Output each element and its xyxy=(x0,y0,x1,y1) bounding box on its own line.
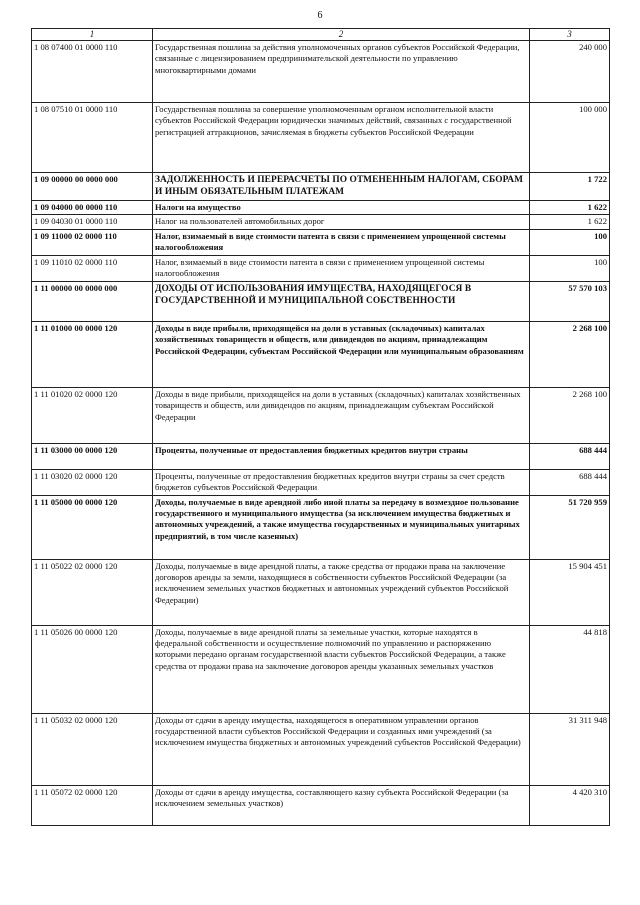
row-name: Налог, взимаемый в виде стоимости патента в связи с применением упрощенной системы налогообложения xyxy=(153,229,530,255)
row-name: Проценты, полученные от предоставления бюджетных кредитов внутри страны за счет средств бюджетов субъектов Российской Федерации xyxy=(153,469,530,495)
column-number: 1 xyxy=(32,29,153,41)
row-code: 1 09 11010 02 0000 110 xyxy=(32,255,153,281)
row-name: ДОХОДЫ ОТ ИСПОЛЬЗОВАНИЯ ИМУЩЕСТВА, НАХОДЯЩЕГОСЯ В ГОСУДАРСТВЕННОЙ И МУНИЦИПАЛЬНОЙ СОБСТВЕННОСТИ xyxy=(153,281,530,321)
row-code: 1 11 01020 02 0000 120 xyxy=(32,387,153,443)
table-row xyxy=(32,201,610,215)
row-amount: 2 268 100 xyxy=(530,387,610,443)
row-name: Налог на пользователей автомобильных дорог xyxy=(153,215,530,229)
row-amount: 57 570 103 xyxy=(530,281,610,321)
table-row xyxy=(32,255,610,281)
row-code: 1 11 05026 00 0000 120 xyxy=(32,625,153,713)
row-amount: 51 720 959 xyxy=(530,495,610,559)
row-amount: 15 904 451 xyxy=(530,559,610,625)
row-name: Государственная пошлина за действия уполномоченных органов субъектов Российской Федерации, связанные с лицензированием предпринимательской деятельности по управлению многоквартирными домами xyxy=(153,41,530,103)
row-code: 1 09 11000 02 0000 110 xyxy=(32,229,153,255)
table-row xyxy=(32,559,610,625)
row-amount: 100 xyxy=(530,229,610,255)
column-number: 3 xyxy=(530,29,610,41)
row-code: 1 11 05072 02 0000 120 xyxy=(32,785,153,825)
row-code: 1 11 00000 00 0000 000 xyxy=(32,281,153,321)
row-amount: 4 420 310 xyxy=(530,785,610,825)
table-row xyxy=(32,321,610,387)
row-code: 1 08 07510 01 0000 110 xyxy=(32,103,153,173)
row-amount: 100 xyxy=(530,255,610,281)
row-code: 1 11 03020 02 0000 120 xyxy=(32,469,153,495)
row-amount: 44 818 xyxy=(530,625,610,713)
column-number: 2 xyxy=(153,29,530,41)
row-name: Доходы, получаемые в виде арендной платы, а также средства от продажи права на заключение договоров аренды за земли, находящиеся в собственности субъектов Российской Федерации (за исключением земельных участков бюджетных и автономных учреждений субъектов Российской Федерации) xyxy=(153,559,530,625)
page-number: 6 xyxy=(317,10,323,21)
table-row xyxy=(32,443,610,469)
table-row xyxy=(32,41,610,103)
row-code: 1 11 05022 02 0000 120 xyxy=(32,559,153,625)
row-code: 1 11 05032 02 0000 120 xyxy=(32,713,153,785)
row-name: Доходы от сдачи в аренду имущества, находящегося в оперативном управлении органов государственной власти субъектов Российской Федерации и созданных ими учреждений (за исключением имущества бюджетных и автономных учреждений субъектов Российской Федерации) xyxy=(153,713,530,785)
row-code: 1 09 04030 01 0000 110 xyxy=(32,215,153,229)
table-row xyxy=(32,469,610,495)
row-name: Доходы от сдачи в аренду имущества, составляющего казну субъекта Российской Федерации (за исключением земельных участков) xyxy=(153,785,530,825)
row-amount: 1 622 xyxy=(530,201,610,215)
row-name: Проценты, полученные от предоставления бюджетных кредитов внутри страны xyxy=(153,443,530,469)
row-amount: 688 444 xyxy=(530,443,610,469)
row-code: 1 11 03000 00 0000 120 xyxy=(32,443,153,469)
row-name: Доходы, получаемые в виде арендной платы за земельные участки, которые находятся в федеральной собственности и осуществление полномочий по управлению и распоряжению которыми передано органам государственной власти субъектов Российской Федерации, а также средства от продажи права на заключение договоров аренды указанных земельных участков xyxy=(153,625,530,713)
row-amount: 2 268 100 xyxy=(530,321,610,387)
row-name: Доходы в виде прибыли, приходящейся на доли в уставных (складочных) капиталах хозяйственных товариществ и обществ, или дивидендов по акциям, принадлежащим Российской Федерации, субъектам Российской Федерации или муниципальным образованиям xyxy=(153,321,530,387)
row-code: 1 11 01000 00 0000 120 xyxy=(32,321,153,387)
row-code: 1 08 07400 01 0000 110 xyxy=(32,41,153,103)
row-code: 1 09 04000 00 0000 110 xyxy=(32,201,153,215)
row-name: ЗАДОЛЖЕННОСТЬ И ПЕРЕРАСЧЕТЫ ПО ОТМЕНЕННЫМ НАЛОГАМ, СБОРАМ И ИНЫМ ОБЯЗАТЕЛЬНЫМ ПЛАТЕЖАМ xyxy=(153,173,530,201)
row-amount: 100 000 xyxy=(530,103,610,173)
row-name: Государственная пошлина за совершение уполномоченным органом исполнительной власти субъектов Российской Федерации юридически значимых действий, связанных с государственной регистрацией аттракционов, зачисляемая в бюджеты субъектов Российской Федерации xyxy=(153,103,530,173)
row-amount: 1 722 xyxy=(530,173,610,201)
row-code: 1 11 05000 00 0000 120 xyxy=(32,495,153,559)
table-row xyxy=(32,215,610,229)
budget-revenue-table xyxy=(31,28,610,826)
row-amount: 240 000 xyxy=(530,41,610,103)
row-amount: 688 444 xyxy=(530,469,610,495)
column-number-row xyxy=(32,29,610,41)
table-row xyxy=(32,495,610,559)
row-amount: 31 311 948 xyxy=(530,713,610,785)
table-row xyxy=(32,713,610,785)
table-row xyxy=(32,625,610,713)
table-row xyxy=(32,173,610,201)
table-row xyxy=(32,785,610,825)
row-name: Доходы, получаемые в виде арендной либо иной платы за передачу в возмездное пользование государственного и муниципального имущества (за исключением имущества бюджетных и автономных учреждений, а также имущества государственных и муниципальных унитарных предприятий, в том числе казенных) xyxy=(153,495,530,559)
row-name: Налоги на имущество xyxy=(153,201,530,215)
row-amount: 1 622 xyxy=(530,215,610,229)
table-row xyxy=(32,103,610,173)
row-name: Доходы в виде прибыли, приходящейся на доли в уставных (складочных) капиталах хозяйственных товариществ и обществ, или дивидендов по акциям, принадлежащим субъектам Российской Федерации xyxy=(153,387,530,443)
table-row xyxy=(32,387,610,443)
row-name: Налог, взимаемый в виде стоимости патента в связи с применением упрощенной системы налогообложения xyxy=(153,255,530,281)
table-row xyxy=(32,281,610,321)
table-row xyxy=(32,229,610,255)
row-code: 1 09 00000 00 0000 000 xyxy=(32,173,153,201)
